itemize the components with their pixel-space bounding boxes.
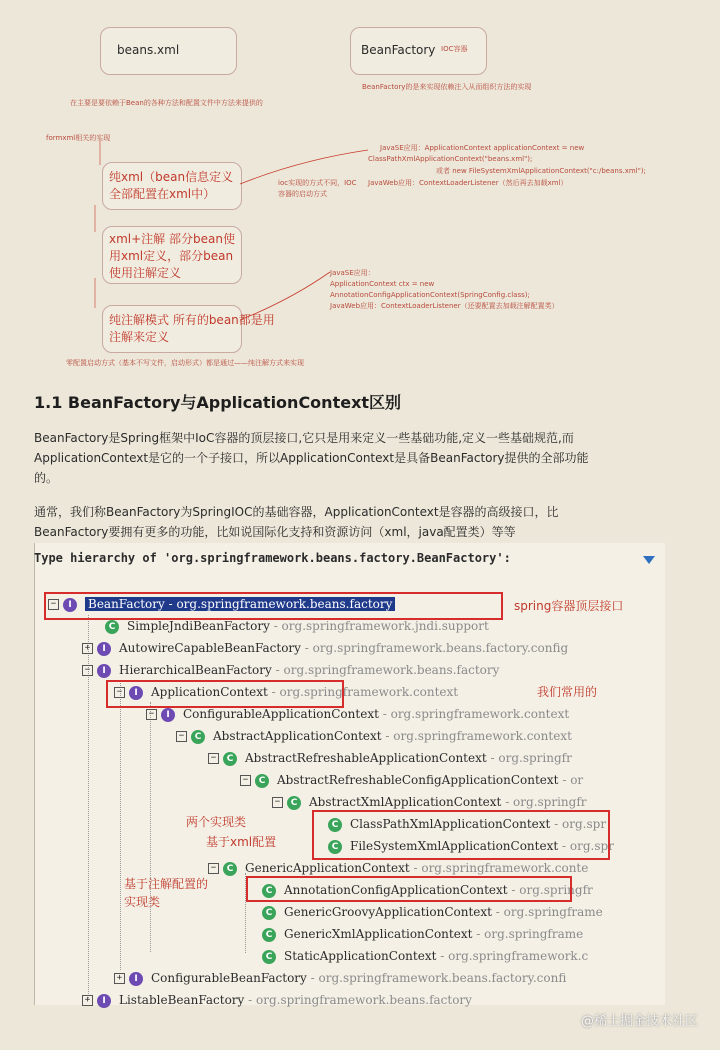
highlight-xml-impls xyxy=(312,810,610,860)
tree-row-name: ClassPathXmlApplicationContext xyxy=(350,817,551,831)
interface-icon: I xyxy=(129,686,143,700)
tree-row-name: FileSystemXmlApplicationContext xyxy=(350,839,559,853)
tree-row-name: ListableBeanFactory xyxy=(119,993,245,1007)
highlight-annotation-impl xyxy=(246,876,572,902)
note-xml-tag: formxml相关的实现 xyxy=(46,134,111,142)
tree-guide-2 xyxy=(120,680,121,970)
tree-row-name: ApplicationContext xyxy=(151,685,268,699)
tree-row-pkg: - org.springframework.conte xyxy=(409,861,589,875)
connector-anno xyxy=(240,272,330,320)
class-icon: C xyxy=(262,950,276,964)
collapse-toggle[interactable]: − xyxy=(48,599,59,610)
highlight-applicationcontext xyxy=(106,680,344,708)
para1-line3: 的。 xyxy=(34,471,59,485)
tree-row-genericgroovy[interactable] xyxy=(262,905,603,925)
tree-row-pkg: - org.springframework.context xyxy=(267,685,459,699)
tree-row-pkg: - org.springframework.beans.factory.config xyxy=(300,641,569,655)
tree-row-name: ConfigurableBeanFactory xyxy=(151,971,307,985)
class-icon: C xyxy=(262,906,276,920)
interface-icon: I xyxy=(129,972,143,986)
collapse-toggle[interactable]: − xyxy=(208,863,219,874)
tree-row-pkg: - org.springframework.context xyxy=(378,707,570,721)
tree-row-pkg: - org.springfr xyxy=(486,751,572,765)
annot-anno-impl-2: 实现类 xyxy=(124,895,161,909)
class-icon: C xyxy=(262,928,276,942)
class-icon: C xyxy=(328,818,342,832)
beanfactory-tag: IOC容器 xyxy=(441,45,468,53)
interface-icon: I xyxy=(97,664,111,678)
para1-line1: BeanFactory是Spring框架中IoC容器的顶层接口,它只是用来定义一些基础功能,定义一些基础规范,而 xyxy=(34,431,574,445)
expand-toggle[interactable]: + xyxy=(82,995,93,1006)
annot-xml-impls-2: 基于xml配置 xyxy=(206,835,277,849)
tree-row-name: HierarchicalBeanFactory xyxy=(119,663,272,677)
tree-row-name: AbstractApplicationContext xyxy=(213,729,382,743)
class-icon: C xyxy=(223,862,237,876)
class-icon: C xyxy=(328,840,342,854)
dropdown-arrow-icon[interactable] xyxy=(643,556,655,564)
tree-row-pkg: - org.springframework.context xyxy=(381,729,572,743)
interface-icon: I xyxy=(97,642,111,656)
tree-row-name: BeanFactory xyxy=(88,597,165,611)
type-hierarchy-header: Type hierarchy of 'org.springframework.beans.factory.BeanFactory': xyxy=(34,551,511,565)
tree-row-pkg: - org.spr xyxy=(558,839,614,853)
tree-row-abstractrefreshableconfig[interactable] xyxy=(240,773,583,793)
collapse-toggle[interactable]: − xyxy=(82,665,93,676)
highlight-beanfactory xyxy=(44,592,503,620)
interface-icon: I xyxy=(161,708,175,722)
tree-row-abstractappctx[interactable] xyxy=(176,729,572,749)
pure-anno-label: 纯注解模式 所有的bean都是用注解来定义 xyxy=(109,313,275,344)
xml-only-code-2: ClassPathXmlApplicationContext("beans.xml"); xyxy=(368,155,533,163)
xml-only-code-1: JavaSE应用：ApplicationContext applicationContext = new xyxy=(380,144,585,152)
tree-row-name: SimpleJndiBeanFactory xyxy=(127,619,270,633)
tree-row-pkg: - or xyxy=(558,773,584,787)
interface-icon: I xyxy=(63,598,77,612)
abstract-class-icon: C xyxy=(223,752,237,766)
annot-top-interface: spring容器顶层接口 xyxy=(514,599,624,613)
abstract-class-icon: C xyxy=(255,774,269,788)
xml-only-side-note: ioc实现的方式不同，IOC容器的启动方式 xyxy=(278,179,357,198)
para2-line1: 通常，我们称BeanFactory为SpringIOC的基础容器，ApplicationContext是容器的高级接口，比 xyxy=(34,505,559,519)
beans-xml-label: beans.xml xyxy=(117,43,180,57)
tree-row-pkg: - org.springframework.beans.factory.confi xyxy=(306,971,567,985)
xml-only-label: 纯xml（bean信息定义全部配置在xml中） xyxy=(109,170,234,201)
connector-xml-only xyxy=(240,150,368,184)
tree-row-pkg: - org.springframe xyxy=(491,905,603,919)
xml-only-code-4: JavaWeb应用：ContextLoaderListener（然后再去加载xml） xyxy=(368,179,568,187)
tree-row-pkg: - org.springframework.beans.factory xyxy=(164,597,393,611)
tree-row-name: GenericApplicationContext xyxy=(245,861,410,875)
collapse-toggle[interactable]: − xyxy=(176,731,187,742)
tree-row-name: ConfigurableApplicationContext xyxy=(183,707,379,721)
para1-line2: ApplicationContext是它的一个子接口，所以ApplicationContext是具备BeanFactory提供的全部功能 xyxy=(34,451,589,465)
tree-row-autowirecapable[interactable] xyxy=(82,641,568,661)
tree-row-pkg: - org.springfr xyxy=(507,883,593,897)
tree-row-pkg: - org.springframework.beans.factory xyxy=(244,993,472,1007)
expand-toggle[interactable]: + xyxy=(114,973,125,984)
tree-row-pkg: - org.springframework.beans.factory xyxy=(271,663,500,677)
tree-row-listablebeanfactory[interactable] xyxy=(82,993,472,1013)
tree-row-pkg: - org.springframe xyxy=(472,927,584,941)
abstract-class-icon: C xyxy=(191,730,205,744)
watermark: @稀土掘金技术社区 xyxy=(580,1014,698,1029)
anno-code-1: JavaSE应用： xyxy=(330,269,375,277)
section-title: 1.1 BeanFactory与ApplicationContext区别 xyxy=(34,393,402,412)
tree-row-configurablebeanfactory[interactable] xyxy=(114,971,566,991)
note-left-1: 在主要是要依赖于Bean的各种方法和配置文件中方法来提供的 xyxy=(70,99,263,107)
tree-row-name: AbstractRefreshableConfigApplicationContext xyxy=(277,773,559,787)
tree-row-pkg: - org.springframework.c xyxy=(436,949,589,963)
tree-row-genericxml[interactable] xyxy=(262,927,583,947)
tree-row-staticappctx[interactable] xyxy=(262,949,588,969)
expand-toggle[interactable]: + xyxy=(82,643,93,654)
diagram-connectors xyxy=(0,0,720,380)
anno-code-3: AnnotationConfigApplicationContext(SpringConfig.class); xyxy=(330,291,530,299)
abstract-class-icon: C xyxy=(287,796,301,810)
note-bottom: 零配置启动方式（基本不写文件，启动形式）都是通过——纯注解方式来实现 xyxy=(66,359,304,367)
collapse-toggle[interactable]: − xyxy=(114,687,125,698)
beanfactory-label: BeanFactory xyxy=(361,43,436,57)
anno-code-4: JavaWeb应用：ContextLoaderListener（还要配置去加载注解配置类） xyxy=(330,302,559,310)
tree-row-name: AnnotationConfigApplicationContext xyxy=(284,883,508,897)
annot-anno-impl-1: 基于注解配置的 xyxy=(124,877,209,891)
xml-anno-label: xml+注解 部分bean使用xml定义，部分bean使用注解定义 xyxy=(109,232,235,280)
class-icon: C xyxy=(262,884,276,898)
tree-row-name: GenericXmlApplicationContext xyxy=(284,927,473,941)
annot-xml-impls-1: 两个实现类 xyxy=(186,815,247,829)
interface-icon: I xyxy=(97,994,111,1008)
tree-row-name: AutowireCapableBeanFactory xyxy=(119,641,301,655)
anno-code-2: ApplicationContext ctx = new xyxy=(330,280,435,288)
xml-only-code-3: 或者 new FileSystemXmlApplicationContext("c:/beans.xml"); xyxy=(436,167,646,175)
para2-line2: BeanFactory要拥有更多的功能，比如说国际化支持和资源访问（xml，java配置类）等等 xyxy=(34,525,516,539)
annot-common-used: 我们常用的 xyxy=(537,685,598,699)
tree-row-simplejndibeanfactory[interactable] xyxy=(105,619,489,639)
tree-row-pkg: - org.springfr xyxy=(501,795,587,809)
collapse-toggle[interactable]: − xyxy=(240,775,251,786)
tree-row-pkg: - org.spr xyxy=(550,817,607,831)
tree-row-configurableappctx[interactable] xyxy=(146,707,569,727)
class-icon: C xyxy=(105,620,119,634)
tree-row-abstractrefreshable[interactable] xyxy=(208,751,572,771)
collapse-toggle[interactable]: − xyxy=(208,753,219,764)
tree-row-name: StaticApplicationContext xyxy=(284,949,437,963)
tree-guide-3 xyxy=(150,702,151,952)
note-right-1: BeanFactory的是来实现依赖注入从而组织方法的实现 xyxy=(362,83,532,91)
collapse-toggle[interactable]: − xyxy=(146,709,157,720)
tree-row-pkg: - org.springframework.jndi.support xyxy=(269,619,489,633)
tree-row-name: AbstractXmlApplicationContext xyxy=(309,795,502,809)
tree-row-name: GenericGroovyApplicationContext xyxy=(284,905,492,919)
collapse-toggle[interactable]: − xyxy=(272,797,283,808)
tree-row-name: AbstractRefreshableApplicationContext xyxy=(245,751,487,765)
